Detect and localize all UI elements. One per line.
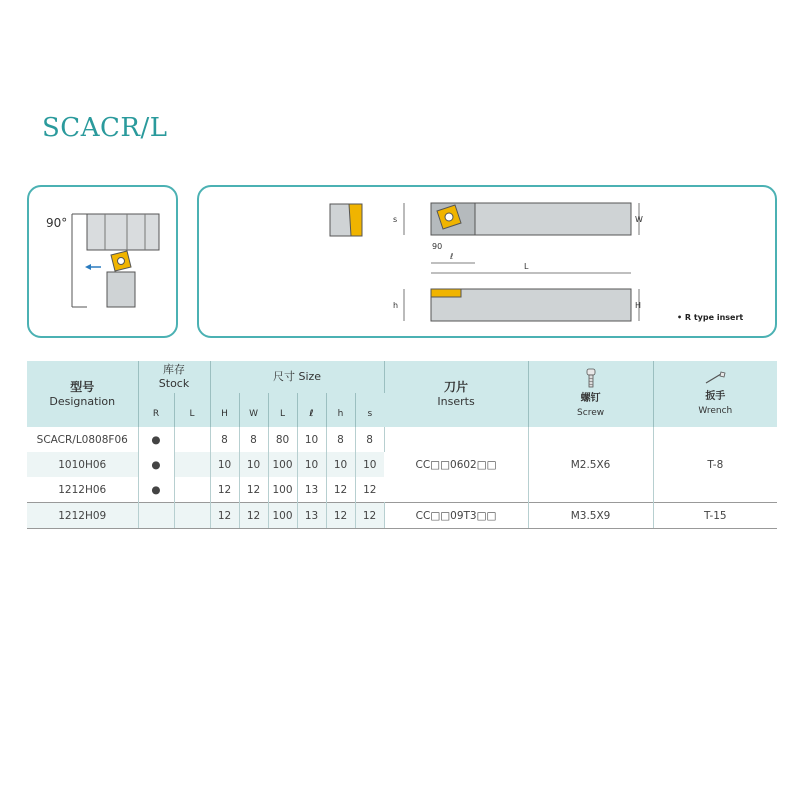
size-H-cell: 8 [210, 427, 239, 452]
workpiece [87, 214, 159, 250]
angle-label: 90° [46, 216, 68, 230]
wrench-cell: T-15 [653, 503, 777, 529]
stock-r-cell: ● [138, 477, 174, 503]
size-s-cell: 12 [363, 483, 377, 496]
stock-header-cn: 库存 [163, 363, 185, 376]
screw-header [528, 361, 653, 427]
feed-arrow-icon [85, 264, 91, 270]
stock-l-cell [174, 503, 210, 529]
dim-h-label: h [393, 301, 399, 310]
size-s-header: s [355, 393, 384, 427]
size-s-cell: 12 [355, 503, 384, 529]
dimension-diagram [199, 187, 779, 340]
size-H-header: H [210, 393, 239, 427]
end-view-insert [349, 204, 362, 236]
spec-table [27, 361, 777, 529]
size-h-cell: 12 [326, 477, 355, 503]
wrench-icon [703, 370, 727, 386]
screw-cell: M3.5X9 [528, 503, 653, 529]
designation-cell: 1010H06 [27, 452, 138, 477]
inserts-header-en: Inserts [437, 394, 475, 408]
size-H-cell: 12 [210, 503, 239, 529]
wrench-header-cn: 扳手 [705, 391, 726, 402]
screw-header-cn: 螺钉 [580, 393, 601, 404]
size-W-cell: 12 [239, 477, 268, 503]
size-s-cell: 10 [355, 452, 384, 477]
size-W-cell: 10 [239, 452, 268, 477]
top-view-screw-hole [445, 213, 453, 221]
size-h-cell: 10 [326, 452, 355, 477]
insert-cell: CC□□09T3□□ [384, 503, 528, 529]
stock-l-cell [174, 452, 210, 477]
stock-r-cell: ● [138, 452, 174, 477]
screw-icon [584, 368, 598, 388]
size-W-header: W [239, 393, 268, 427]
wrench-header-en: Wrench [698, 406, 733, 416]
stock-r-cell [138, 503, 174, 529]
inserts-header [384, 361, 528, 427]
size-header [210, 361, 384, 393]
dim-L-label: L [524, 262, 529, 271]
size-h-cell: 12 [326, 503, 355, 529]
size-H-cell: 10 [210, 452, 239, 477]
size-L-cell: 100 [268, 452, 297, 477]
top-view-panel [27, 185, 178, 338]
table-row [27, 427, 777, 452]
size-s-cell: 8 [355, 427, 384, 452]
stock-r-cell: ● [138, 427, 174, 452]
size-l-cell: 13 [297, 503, 326, 529]
top-view-diagram [29, 187, 180, 340]
designation-cell: SCACR/L0808F06 [27, 427, 138, 452]
r-type-note: • R type insert [677, 313, 744, 322]
insert-cell: CC□□0602□□ [384, 427, 528, 503]
side-view-insert [431, 289, 461, 297]
designation-header-en: Designation [49, 394, 116, 408]
designation-header [27, 361, 138, 427]
stock-l-cell [174, 477, 210, 503]
size-l-cell: 13 [297, 477, 326, 503]
dim-s-label: s [393, 215, 398, 224]
size-h-cell: 8 [326, 427, 355, 452]
wrench-header [653, 361, 777, 427]
inserts-header-cn: 刀片 [444, 379, 469, 394]
insert-screw-hole [118, 258, 125, 265]
size-l-cell: 10 [297, 427, 326, 452]
page-title: SCACR/L [42, 113, 168, 143]
designation-header-cn: 型号 [70, 379, 95, 394]
stock-header-en: Stock [158, 377, 190, 390]
size-l-cell: 10 [297, 452, 326, 477]
size-h-header: h [326, 393, 355, 427]
dim-H-label: H [635, 301, 642, 310]
table-row [27, 503, 777, 529]
designation-cell: 1212H09 [27, 503, 138, 529]
size-header-label: 尺寸 Size [273, 370, 322, 383]
tool-shank [107, 272, 135, 307]
size-H-cell: 12 [210, 477, 239, 503]
designation-cell: 1212H06 [27, 477, 138, 503]
size-L-cell: 100 [268, 477, 297, 503]
dim-angle-label: 90 [432, 242, 443, 251]
stock-l-header: L [174, 393, 210, 427]
stock-l-cell [174, 427, 210, 452]
size-W-cell: 12 [239, 503, 268, 529]
dim-w-label: W [635, 215, 643, 224]
dim-l-label: ℓ [450, 252, 454, 261]
size-L-cell: 100 [268, 503, 297, 529]
size-l-header: ℓ [297, 393, 326, 427]
wrench-cell: T-8 [653, 427, 777, 503]
stock-r-header: R [138, 393, 174, 427]
stock-header [138, 361, 210, 393]
dimension-panel [197, 185, 777, 338]
size-L-cell: 80 [268, 427, 297, 452]
screw-cell: M2.5X6 [528, 427, 653, 503]
size-L-header: L [268, 393, 297, 427]
screw-header-en: Screw [577, 408, 605, 418]
size-W-cell: 8 [239, 427, 268, 452]
